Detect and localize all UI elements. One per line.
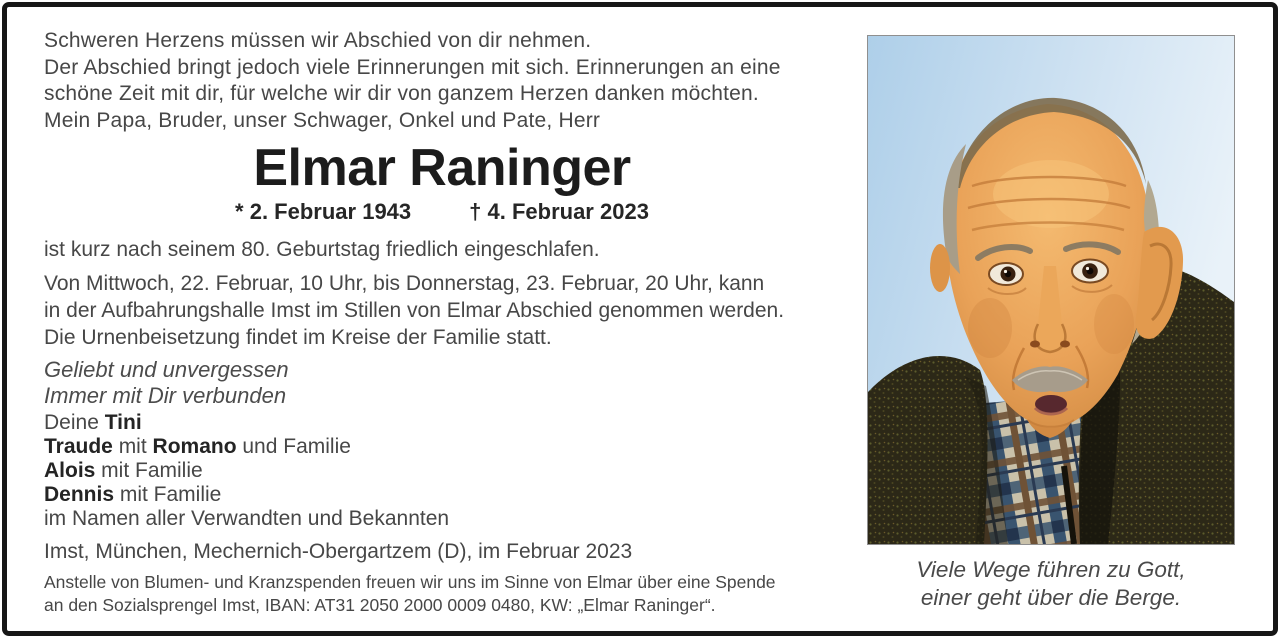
mourner-text: und Familie	[236, 435, 351, 458]
farewell-line: Geliebt und unvergessen	[44, 357, 289, 382]
intro-line: Der Abschied bringt jedoch viele Erinnerungen mit sich. Erinnerungen an eine	[44, 55, 781, 79]
caption-line: einer geht über die Berge.	[920, 585, 1182, 610]
mourner-line	[44, 435, 840, 459]
mourner-name: Dennis	[44, 483, 115, 506]
mourner-line	[44, 483, 840, 507]
photo-caption	[867, 556, 1235, 612]
jacket-left	[868, 356, 987, 544]
deceased-name: Elmar Raninger	[253, 139, 631, 197]
ear-left	[930, 244, 950, 292]
intro-paragraph	[44, 28, 840, 134]
mourner-text: mit Familie	[114, 483, 222, 506]
cheek-shadow-left	[968, 298, 1012, 358]
intro-line: Schweren Herzens müssen wir Abschied von dir nehmen.	[44, 29, 592, 52]
mourner-line	[44, 459, 840, 483]
viewing-line: Die Urnenbeisetzung findet im Kreise der Familie statt.	[44, 326, 552, 349]
nostril-right	[1060, 341, 1070, 348]
mourners-list	[44, 411, 840, 531]
nostril-left	[1030, 341, 1040, 348]
passing-line: ist kurz nach seinem 80. Geburtstag friedlich eingeschlafen.	[44, 238, 600, 261]
mourner-name: Alois	[44, 459, 96, 482]
mourner-text: mit	[112, 435, 153, 458]
mourner-text: mit Familie	[95, 459, 203, 482]
intro-line: schöne Zeit mit dir, für welche wir dir von ganzem Herzen danken möchten.	[44, 82, 759, 105]
donation-paragraph	[44, 571, 840, 617]
places-date-line: Imst, München, Mechernich-Obergartzem (D), im Februar 2023	[44, 540, 633, 563]
viewing-line: Von Mittwoch, 22. Februar, 10 Uhr, bis Donnerstag, 23. Februar, 20 Uhr, kann	[44, 272, 765, 295]
donation-line: an den Sozialsprengel Imst, IBAN: AT31 2050 2000 0009 0480, KW: „Elmar Raninger“.	[44, 595, 716, 615]
caption-line: Viele Wege führen zu Gott,	[916, 557, 1186, 582]
viewing-paragraph	[44, 270, 840, 351]
portrait-illustration	[868, 36, 1234, 544]
birth-date: * 2. Februar 1943	[235, 199, 412, 224]
forehead-highlight	[993, 160, 1109, 228]
obituary-text-column	[44, 0, 840, 617]
portrait-photo	[867, 35, 1235, 545]
mourner-name: Romano	[152, 435, 237, 458]
life-dates	[44, 200, 840, 224]
mourner-line	[44, 411, 840, 435]
cheek-shadow-right	[1094, 294, 1134, 354]
mourner-name: Traude	[44, 435, 113, 458]
mourner-name: Tini	[104, 411, 142, 434]
intro-line: Mein Papa, Bruder, unser Schwager, Onkel und Pate, Herr	[44, 108, 601, 132]
donation-line: Anstelle von Blumen- und Kranzspenden freuen wir uns im Sinne von Elmar über eine Spende	[44, 572, 776, 592]
death-date: † 4. Februar 2023	[469, 199, 649, 224]
mourner-text: Deine	[44, 411, 105, 434]
farewell-line: Immer mit Dir verbunden	[44, 383, 287, 408]
mourner-line: im Namen aller Verwandten und Bekannten	[44, 507, 450, 530]
farewell-verse	[44, 357, 840, 409]
viewing-line: in der Aufbahrungshalle Imst im Stillen von Elmar Abschied genommen werden.	[44, 299, 785, 322]
